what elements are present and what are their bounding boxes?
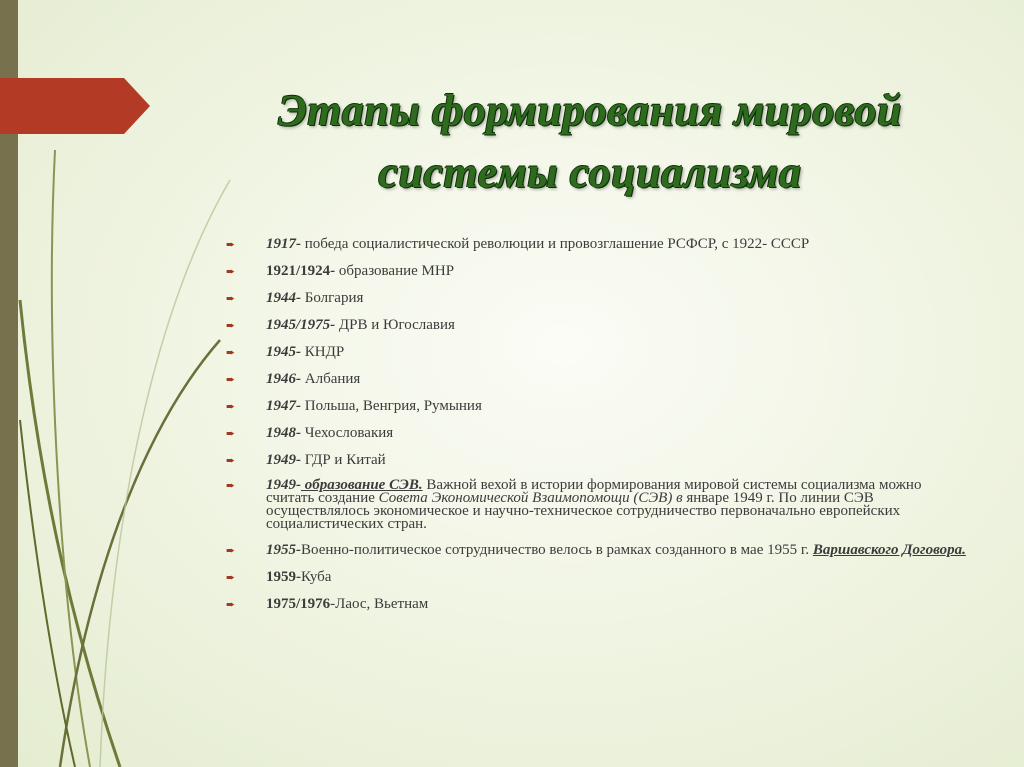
right-arrow-bullet-icon: ➨	[226, 428, 236, 440]
list-item	[226, 425, 966, 441]
item-text: Болгария	[301, 290, 364, 306]
timeline-list	[226, 236, 966, 623]
right-arrow-bullet-icon: ➨	[226, 599, 236, 611]
item-label: образование СЭВ.	[301, 477, 423, 493]
right-arrow-bullet-icon: ➨	[226, 455, 236, 467]
list-item	[226, 479, 966, 531]
item-year: 1955-	[266, 542, 301, 558]
item-text: Чехословакия	[301, 425, 394, 441]
right-arrow-bullet-icon: ➨	[226, 239, 236, 251]
item-year: 1949-	[266, 477, 301, 493]
item-text: Польша, Венгрия, Румыния	[301, 398, 482, 414]
item-text: победа социалистической революции и провозглашение РСФСР, с 1922- СССР	[301, 236, 810, 252]
right-arrow-bullet-icon: ➨	[226, 320, 236, 332]
right-arrow-bullet-icon: ➨	[226, 347, 236, 359]
item-year: 1949-	[266, 452, 301, 468]
list-item	[226, 290, 966, 306]
list-item	[226, 371, 966, 387]
item-year: 1975/1976	[266, 596, 331, 612]
item-tail: Варшавского Договора.	[812, 542, 966, 558]
right-arrow-bullet-icon: ➨	[226, 545, 236, 557]
right-arrow-bullet-icon: ➨	[226, 293, 236, 305]
list-item	[226, 596, 966, 612]
item-year: 1945/1975-	[266, 317, 336, 333]
item-year: 1921/1924-	[266, 263, 336, 279]
item-text: Куба	[301, 569, 332, 585]
right-arrow-bullet-icon: ➨	[226, 266, 236, 278]
item-year: 1917-	[266, 236, 301, 252]
item-text: КНДР	[301, 344, 345, 360]
item-text: ГДР и Китай	[301, 452, 386, 468]
item-year: 1948-	[266, 425, 301, 441]
item-text-italic: Совета Экономической Взаимопомощи (СЭВ) в	[378, 490, 683, 506]
item-year: 1946-	[266, 371, 301, 387]
list-item	[226, 569, 966, 585]
list-item	[226, 263, 966, 279]
item-year: 1944-	[266, 290, 301, 306]
right-arrow-bullet-icon: ➨	[226, 572, 236, 584]
item-text: Албания	[301, 371, 361, 387]
item-text: Важной вехой в истории формирования мировой системы социализма можно считать создание	[266, 477, 922, 506]
item-text: Военно-политическое сотрудничество велось в рамках созданного в мае 1955 г.	[301, 542, 813, 558]
title-line-2: системы социализма	[378, 148, 802, 197]
list-item	[226, 398, 966, 414]
list-item	[226, 542, 966, 558]
list-item	[226, 317, 966, 333]
red-arrow-banner	[0, 78, 150, 134]
item-year: 1959-	[266, 569, 301, 585]
item-text: образование МНР	[335, 263, 455, 279]
item-text: январе 1949 г. По линии СЭВ осуществлялось экономическое и научно-техническое сотрудничество первоначально европейских социалистических стран.	[266, 490, 901, 532]
right-arrow-bullet-icon: ➨	[226, 401, 236, 413]
slide-title	[220, 80, 960, 204]
right-arrow-bullet-icon: ➨	[226, 374, 236, 386]
item-text: ДРВ и Югославия	[335, 317, 455, 333]
item-year: 1947-	[266, 398, 301, 414]
list-item	[226, 452, 966, 468]
title-line-1: Этапы формирования мировой	[278, 86, 902, 135]
list-item	[226, 236, 966, 252]
right-arrow-bullet-icon: ➨	[226, 480, 236, 492]
item-text: -Лаос, Вьетнам	[330, 596, 429, 612]
list-item	[226, 344, 966, 360]
item-year: 1945-	[266, 344, 301, 360]
